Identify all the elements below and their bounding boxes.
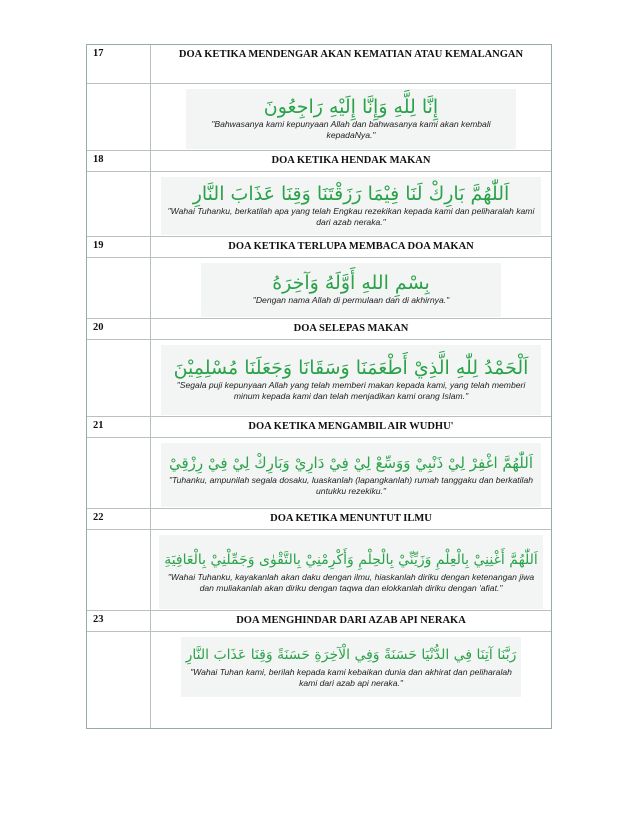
entry-number-blank — [87, 530, 151, 610]
entry-number: 17 — [87, 45, 151, 83]
entry-image-row — [87, 632, 551, 728]
entry-number: 21 — [87, 417, 151, 437]
entry-image-row — [87, 84, 551, 151]
entry-image-row — [87, 258, 551, 319]
entry-number: 22 — [87, 509, 151, 529]
entry-number-blank — [87, 172, 151, 236]
entry-number: 23 — [87, 611, 151, 631]
arabic-text: بِسْمِ اللهِ أَوَّلَهُ وَآخِرَهُ — [272, 272, 430, 294]
entry-title: DOA KETIKA MENDENGAR AKAN KEMATIAN ATAU KEMALANGAN — [178, 49, 524, 60]
entry-image-row — [87, 172, 551, 237]
doa-image — [186, 89, 516, 149]
entry-header-row — [87, 509, 551, 530]
entry-header-row — [87, 611, 551, 632]
entry-title: DOA KETIKA HENDAK MAKAN — [271, 155, 431, 166]
entry-header-row — [87, 45, 551, 84]
arabic-text: اَللّٰهُمَّ بَارِكْ لَنَا فِيْمَا رَزَقْتَنَا وَقِنَا عَذَابَ النَّارِ — [192, 182, 510, 205]
meaning-text: "Wahai Tuhan kami, berilah kepada kami kebaikan dunia dan akhirat dan peliharalah kami dari azab api neraka." — [190, 666, 512, 688]
entry-number-blank — [87, 84, 151, 150]
entry-title: DOA MENGHINDAR DARI AZAB API NERAKA — [236, 615, 466, 626]
entry-image-row — [87, 340, 551, 417]
entry-number: 20 — [87, 319, 151, 339]
meaning-text: "Bahwasanya kami kepunyaan Allah dan bahwasanya kami akan kembali kepadaNya." — [211, 118, 491, 140]
doa-image — [201, 263, 501, 317]
entry-number-blank — [87, 438, 151, 508]
meaning-text: "Segala puji kepunyaan Allah yang telah memberi makan kepada kami, yang telah memberi minum kepada kami dan telah menjadikan kami orang Islam." — [176, 379, 526, 401]
entry-number-blank — [87, 632, 151, 728]
doa-image — [161, 177, 541, 235]
entry-header-row — [87, 237, 551, 258]
doa-image — [161, 345, 541, 415]
entry-header-row — [87, 319, 551, 340]
arabic-text: اَلْحَمْدُ لِلّٰهِ الَّذِيْ أَطْعَمَنَا وَسَقَانَا وَجَعَلَنَا مُسْلِمِيْنَ — [173, 356, 529, 379]
doa-image — [159, 535, 543, 609]
entry-number: 19 — [87, 237, 151, 257]
entry-number-blank — [87, 340, 151, 416]
entry-number-blank — [87, 258, 151, 318]
doa-image — [181, 637, 521, 697]
entry-image-row — [87, 438, 551, 509]
meaning-text: "Dengan nama Allah di permulaan dan di akhirnya." — [252, 295, 450, 305]
arabic-text: اَللّٰهُمَّ أَغْنِنِيْ بِالْعِلْمِ وَزَيِّنِّيْ بِالْحِلْمِ وَأَكْرِمْنِيْ بِالتَّقْوٰى وَجَمِّلْنِيْ بِالْعَافِيَةِ — [164, 551, 538, 568]
entry-title: DOA SELEPAS MAKAN — [293, 323, 409, 334]
doa-image — [161, 443, 541, 507]
arabic-text: اَللّٰهُمَّ اغْفِرْ لِيْ ذَنْبِيْ وَوَسِّعْ لِيْ فِيْ دَارِيْ وَبَارِكْ لِيْ فِيْ رِزْقِيْ — [169, 453, 533, 472]
entry-title: DOA KETIKA MENUNTUT ILMU — [270, 513, 432, 524]
meaning-text: "Wahai Tuhanku, kayakanlah akan daku dengan ilmu, hiaskanlah diriku dengan ketenangan jiwa dan muliakanlah akan diriku dengan taqwa dan elokkanlah diriku dengan 'afiat." — [167, 571, 535, 593]
meaning-text: "Tuhanku, ampunilah segala dosaku, luaskanlah (lapangkanlah) rumah tanggaku dan berkatilah untukku rezekiku." — [168, 474, 534, 496]
entry-title: DOA KETIKA TERLUPA MEMBACA DOA MAKAN — [228, 241, 474, 252]
arabic-text: رَبَّنَا آتِنَا فِي الدُّنْيَا حَسَنَةً وَفِي الْآخِرَةِ حَسَنَةً وَقِنَا عَذَابَ النَّارِ — [185, 646, 517, 663]
arabic-text: إِنَّا لِلَّهِ وَإِنَّا إِلَيْهِ رَاجِعُونَ — [263, 95, 439, 118]
entry-title: DOA KETIKA MENGAMBIL AIR WUDHU' — [248, 421, 454, 432]
entry-image-row — [87, 530, 551, 611]
doa-table — [86, 44, 552, 729]
entry-number: 18 — [87, 151, 151, 171]
entry-header-row — [87, 151, 551, 172]
entry-header-row — [87, 417, 551, 438]
meaning-text: "Wahai Tuhanku, berkatilah apa yang telah Engkau rezekikan kepada kami dan peliharalah kami dari azab neraka." — [167, 205, 535, 227]
